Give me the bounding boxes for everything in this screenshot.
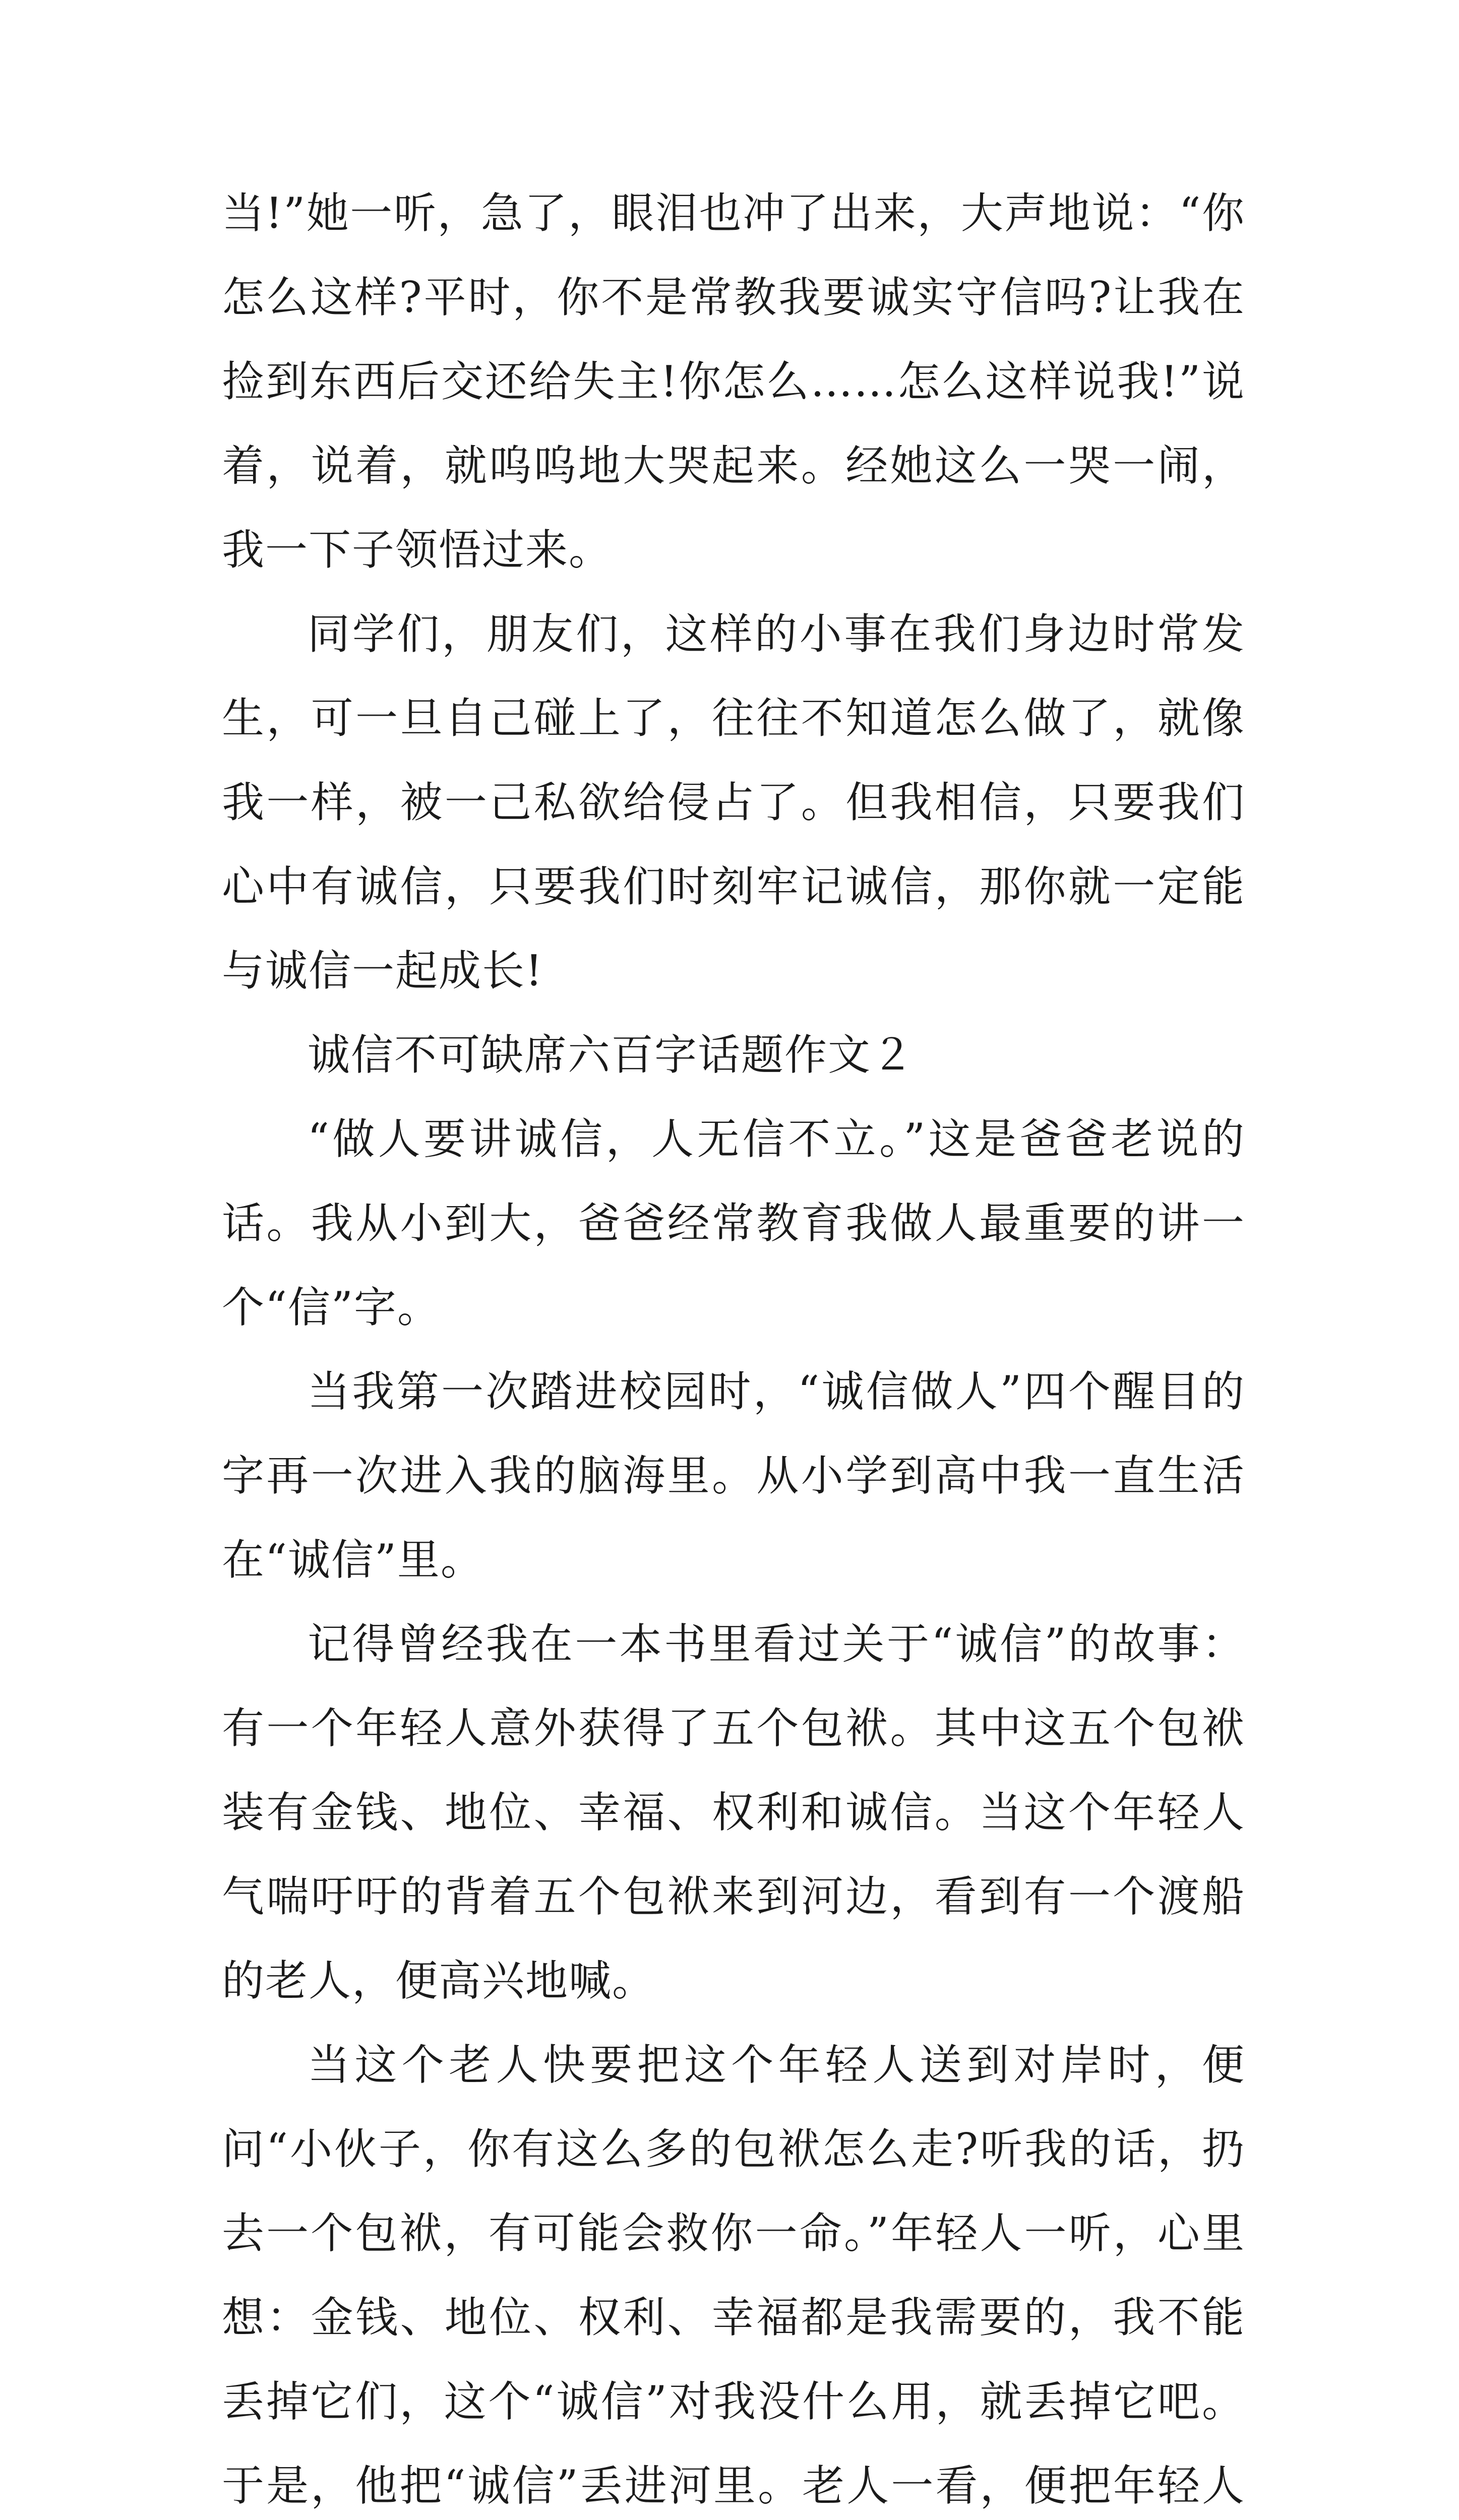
paragraph: 同学们，朋友们，这样的小事在我们身边时常发生，可一旦自己碰上了，往往不知道怎么做了，就像我一样，被一己私欲给侵占了。但我相信，只要我们心中有诚信，只要我们时刻牢记诚信，那你就一定能与诚信一起成长! [222,609,1245,995]
paragraph: 当这个老人快要把这个年轻人送到对岸时，便问“小伙子，你有这么多的包袱怎么走?听我的话，扔去一个包袱，有可能会救你一命。”年轻人一听，心里想：金钱、地位、权利、幸福都是我需要的，我不能丢掉它们，这个“诚信”对我没什么用，就丢掉它吧。于是，他把“诚信”丢进河里。老人一看，便把年轻人 [222,2040,1245,2510]
paragraph: 记得曾经我在一本书里看过关于“诚信”的故事：有一个年轻人意外获得了五个包袱。其中这五个包袱装有金钱、地位、幸福、权利和诚信。当这个年轻人气喘吁吁的背着五个包袱来到河边，看到有一个渡船的老人，便高兴地喊。 [222,1619,1245,2005]
document-body [222,171,1245,2520]
paragraph: 当我第一次踏进校园时，“诚信做人”四个醒目的字再一次进入我的脑海里。从小学到高中我一直生活在“诚信”里。 [222,1367,1245,1585]
paragraph-continuation: 当!”她一听，急了，眼泪也冲了出来，大声地说：“你怎么这样?平时，你不是常教我要诚实守信吗?让我在捡到东西后交还给失主!你怎么……怎么这样说我!”说着，说着，就呜呜地大哭起来。经她这么一哭一闹，我一下子领悟过来。 [222,188,1245,575]
paragraph: “做人要讲诚信，人无信不立。”这是爸爸老说的话。我从小到大，爸爸经常教育我做人最重要的讲一个“信”字。 [222,1114,1245,1332]
section-heading: 诚信不可缺席六百字话题作文２ [308,1030,915,1080]
